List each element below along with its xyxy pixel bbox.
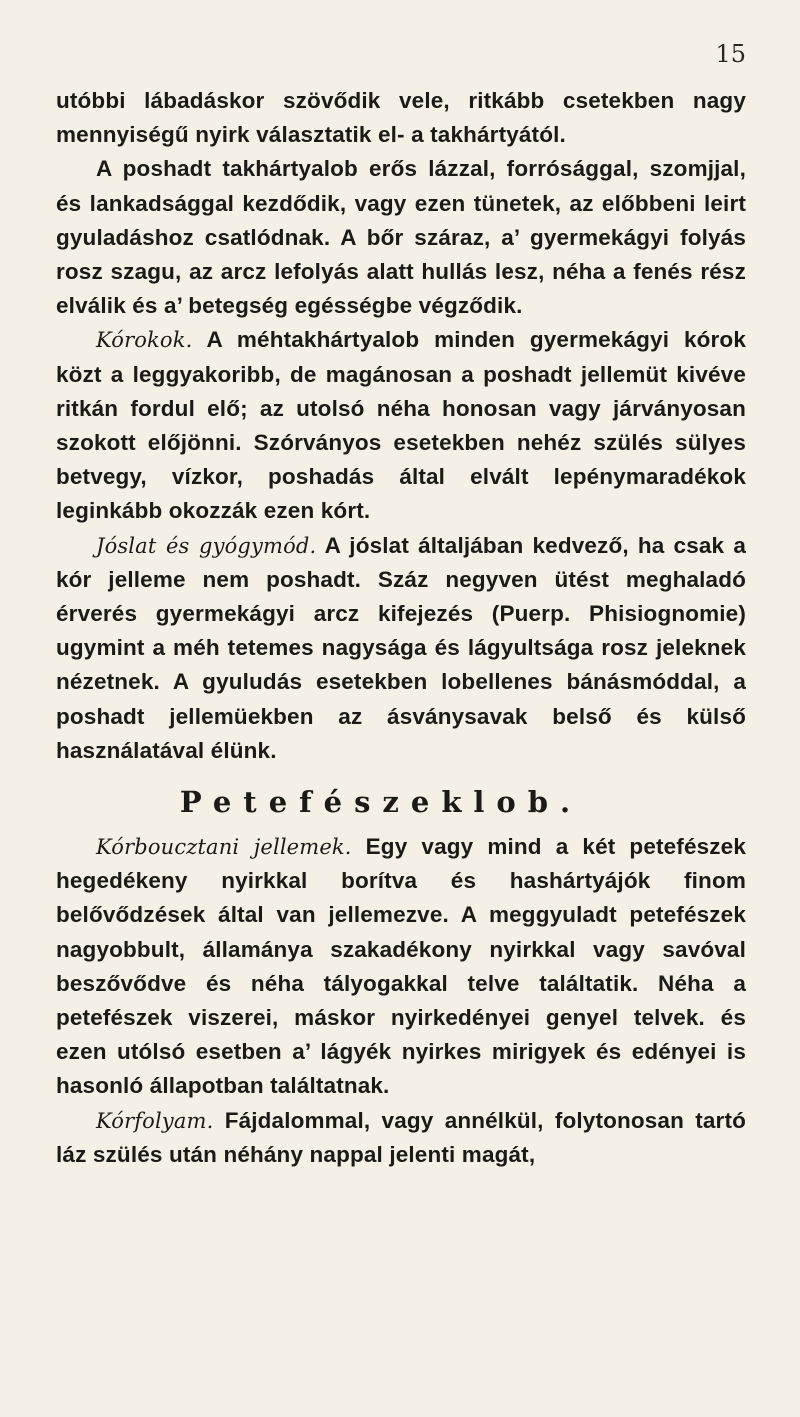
paragraph-putrid-peritonitis: A poshadt takhártyalob erős lázzal, forrósággal, szomjjal, és lankadsággal kezdődik, vagy ezen tünetek, az előbbeni leirt gyuladáshoz csatlódnak. A bőr száraz, a’ gyermekágyi folyás rosz szagu, az arcz lefolyás alatt hullás lesz, néha a fenés rész elválik és a’ betegség egésségbe végződik. [56,156,746,319]
paragraph-lead-causes: Kórokok. [96,328,193,353]
paragraph-body-pathology: Egy vagy mind a két petefészek hegedékeny nyirkkal borítva és hashártyájók finom belővődzések által van jellemezve. A meggyuladt petefészek nagyobbult, államánya szakadékony nyirkkal vagy savóval beszővődve és néha tályogakkal telve találtatik. Néha a petefészek viszerei, máskor nyirkedényei genyel telvek. és ezen utólsó esetben a’ lágyék nyirkes mirigyek és edényei is hasonló állapotban találtatnak. [56,834,746,1099]
paragraph-continuation: utóbbi lábadáskor szövődik vele, ritkább csetekben nagy mennyiségű nyirk választatik el- a takhártyától. [56,88,746,148]
paragraph-course [56,1104,746,1172]
paragraph-body-course: Fájdalommal, vagy annélkül, folytonosan tartó láz szülés után néhány nappal jelenti magát, [56,1107,746,1167]
paragraph-lead-course: Kórfolyam. [96,1108,214,1133]
paragraph-prognosis [56,529,746,768]
page-number: 15 [715,40,746,68]
paragraph-body-prognosis: A jóslat általjában kedvező, ha csak a kór jelleme nem poshadt. Száz negyven ütést meghaladó érverés gyermekágyi arcz kifejezés (Puerp. Phisiognomie) ugymint a méh tetemes nagysága és lágyultsága rosz jeleknek nézetnek. A gyuludás esetekben lobellenes bánásmóddal, a poshadt jellemüekben az ásványsavak belső és külső használatával élünk. [56,532,747,763]
section-heading: Petefészeklob. [179,785,583,820]
body-text [56,84,746,1172]
paragraph-lead-prognosis: Jóslat és gyógymód. [96,533,317,558]
paragraph-body-causes: A méhtakhártyalob minden gyermekágyi kórok közt a leggyakoribb, de magánosan a poshadt jellemüt kivéve ritkán fordul elő; az utolsó néha honosan vagy járványosan szokott előjönni. Szórványos esetekben nehéz szülés sülyes betvegy, vízkor, poshadás által elvált lepénymaradékok leginkább okozzák ezen kórt. [56,327,746,524]
paragraph-pathology [56,830,746,1104]
paragraph-causes [56,323,746,528]
paragraph-lead-pathology: Kórboucztani jellemek. [96,835,352,860]
